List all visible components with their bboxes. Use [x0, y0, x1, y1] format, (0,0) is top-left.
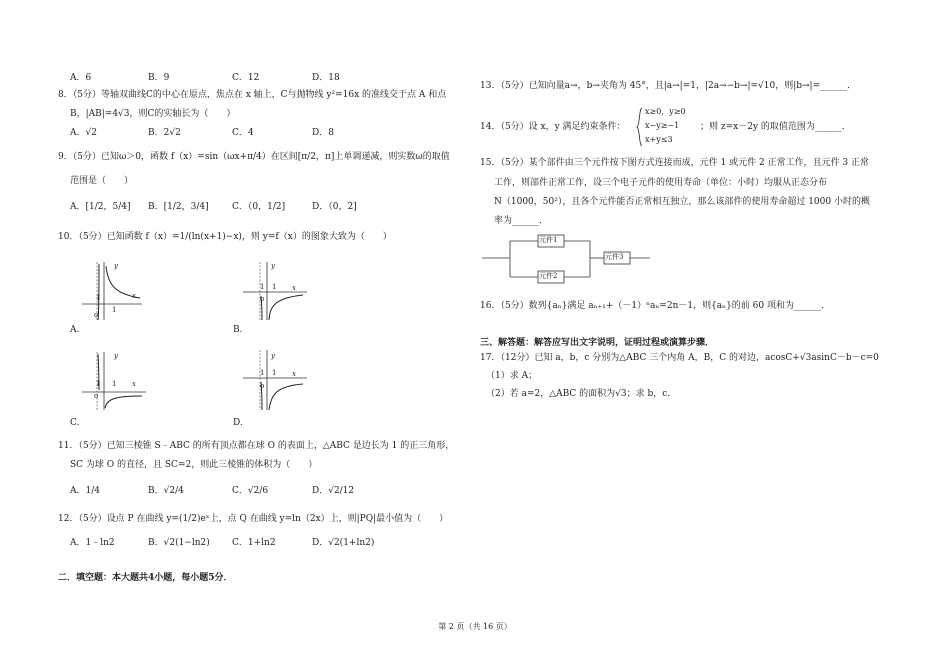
q9-option-b: B．[1/2，3/4]	[148, 202, 209, 212]
q8-option-c: C．4	[232, 128, 254, 138]
q17-part-1: （1）求 A；	[486, 371, 538, 381]
q10-a-one-label: 1	[112, 306, 117, 314]
q12-option-a: A．1﹣ln2	[70, 538, 115, 548]
prev-option-d: D．18	[312, 73, 340, 83]
q15-component-2: 元件2	[539, 272, 558, 280]
q10-stem: 10．（5分）已知函数 f（x）=1/(ln(x+1)−x)，则 y=f（x）的图象大致为（ ）	[58, 232, 392, 242]
q10-c-one-label: 1	[112, 380, 117, 388]
q14-constraint-1: x≥0，y≥0	[645, 107, 686, 116]
q15-component-1: 元件1	[539, 236, 558, 244]
q14-brace	[637, 107, 643, 147]
q10-a-one-y-label: 1	[96, 294, 101, 302]
q10-graph-d	[243, 350, 307, 410]
q9-option-c: C．（0，1/2]	[232, 202, 286, 212]
q13-stem: 13．（5分）已知向量a→，b→夹角为 45°，且|a→|=1，|2a→−b→|=√10，则|b→|=______．	[480, 81, 857, 91]
q10-d-x-label: x	[292, 370, 296, 378]
q10-option-d: D.	[233, 418, 243, 428]
q15-line2: 工作，则部件正常工作，设三个电子元件的使用寿命（单位：小时）均服从正态分布	[494, 178, 828, 188]
q10-d-origin-label: o	[260, 382, 265, 390]
q8-option-a: A．√2	[70, 128, 97, 138]
q10-option-b: B.	[233, 325, 243, 335]
q16-stem: 16．（5分）数列{aₙ}满足 aₙ₊₁+（－1）ⁿaₙ=2n－1，则{aₙ}的前 60 项和为______．	[480, 301, 830, 311]
q14-suffix: ；则 z=x－2y 的取值范围为______．	[700, 122, 851, 132]
q8-option-b: B．2√2	[148, 128, 181, 138]
q17-part-2: （2）若 a=2，△ABC 的面积为√3；求 b，c．	[486, 389, 677, 399]
q9-option-d: D．（0，2]	[312, 202, 357, 212]
q15-circuit-diagram	[482, 232, 650, 286]
q9-stem-line1: 9．（5分）已知ω＞0，函数 f（x）=sin（ωx+π/4）在区间[π/2，π]上单调递减，则实数ω的取值	[58, 152, 450, 162]
q15-line4: 率为______．	[494, 216, 549, 226]
q17-stem: 17．（12分）已知 a，b，c 分别为△ABC 三个内角 A，B，C 的对边，acosC+√3asinC－b－c=0	[480, 353, 879, 363]
q10-b-one-x-label: 1	[272, 283, 277, 291]
q10-c-one-y-label: 1	[96, 380, 101, 388]
q10-b-x-label: x	[292, 284, 296, 292]
q15-line1: 15．（5分）某个部件由三个元件按下图方式连接而成，元件 1 或元件 2 正常工作，且元件 3 正常	[480, 158, 870, 168]
q10-d-one-label: 1	[260, 369, 265, 377]
q10-c-origin-label: o	[94, 392, 99, 400]
section-fill-in-heading: 二．填空题：本大题共4小题，每小题5分．	[58, 573, 233, 583]
q12-option-d: D．√2(1+ln2)	[312, 538, 375, 548]
q10-option-c: C.	[70, 418, 80, 428]
q11-stem-line2: SC 为球 O 的直径，且 SC=2，则此三棱锥的体积为（ ）	[70, 460, 318, 470]
q11-stem-line1: 11．（5分）已知三棱锥 S﹣ABC 的所有顶点都在球 O 的表面上，△ABC 是边长为 1 的正三角形，	[58, 441, 455, 451]
q10-a-x-label: x	[132, 292, 136, 300]
q8-stem-line1: 8．（5分）等轴双曲线C的中心在原点，焦点在 x 轴上，C与抛物线 y²=16x 的准线交于点 A 和点	[58, 90, 447, 100]
q10-a-origin-label: o	[94, 311, 99, 319]
q12-stem: 12．（5分）设点 P 在曲线 y=(1/2)eˣ上，点 Q 在曲线 y=ln（2x）上，则|PQ|最小值为（ ）	[58, 514, 449, 524]
q12-option-b: B．√2(1−ln2)	[148, 538, 210, 548]
q10-b-origin-label: o	[260, 295, 265, 303]
q10-a-y-label: y	[114, 262, 118, 270]
q14-constraint-3: x+y≤3	[645, 135, 673, 144]
q12-option-c: C．1+ln2	[232, 538, 276, 548]
q15-component-3: 元件3	[605, 253, 624, 261]
q10-d-y-label: y	[271, 352, 275, 360]
q11-option-d: D．√2/12	[312, 486, 355, 496]
prev-option-a: A．6	[70, 73, 92, 83]
q11-option-c: C．√2/6	[232, 486, 269, 496]
q10-d-one-x-label: 1	[272, 369, 277, 377]
q11-option-b: B．√2/4	[148, 486, 184, 496]
q10-b-one-label: 1	[260, 283, 265, 291]
q8-option-d: D．8	[312, 128, 334, 138]
q15-line3: N（1000，50²），且各个元件能否正常相互独立，那么该部件的使用寿命超过 1000 小时的概	[494, 197, 870, 207]
q14-prefix: 14．（5分）设 x，y 满足约束条件：	[480, 122, 626, 132]
q10-c-x-label: x	[132, 380, 136, 388]
page-footer: 第 2 页（共 16 页）	[438, 622, 512, 631]
q8-stem-line2: B，|AB|=4√3，则C的实轴长为（ ）	[70, 109, 236, 119]
q9-option-a: A．[1/2，5/4]	[70, 202, 131, 212]
section-solution-heading: 三、解答题：解答应写出文字说明，证明过程或演算步骤．	[480, 338, 715, 348]
q10-option-a: A.	[70, 325, 80, 335]
q10-c-y-label: y	[114, 352, 118, 360]
q11-option-a: A．1/4	[70, 486, 100, 496]
q14-constraint-2: x−y≥−1	[645, 121, 680, 130]
q10-b-y-label: y	[271, 262, 275, 270]
q9-stem-line2: 范围是（ ）	[70, 176, 134, 186]
prev-option-c: C．12	[232, 73, 260, 83]
prev-option-b: B．9	[148, 73, 170, 83]
